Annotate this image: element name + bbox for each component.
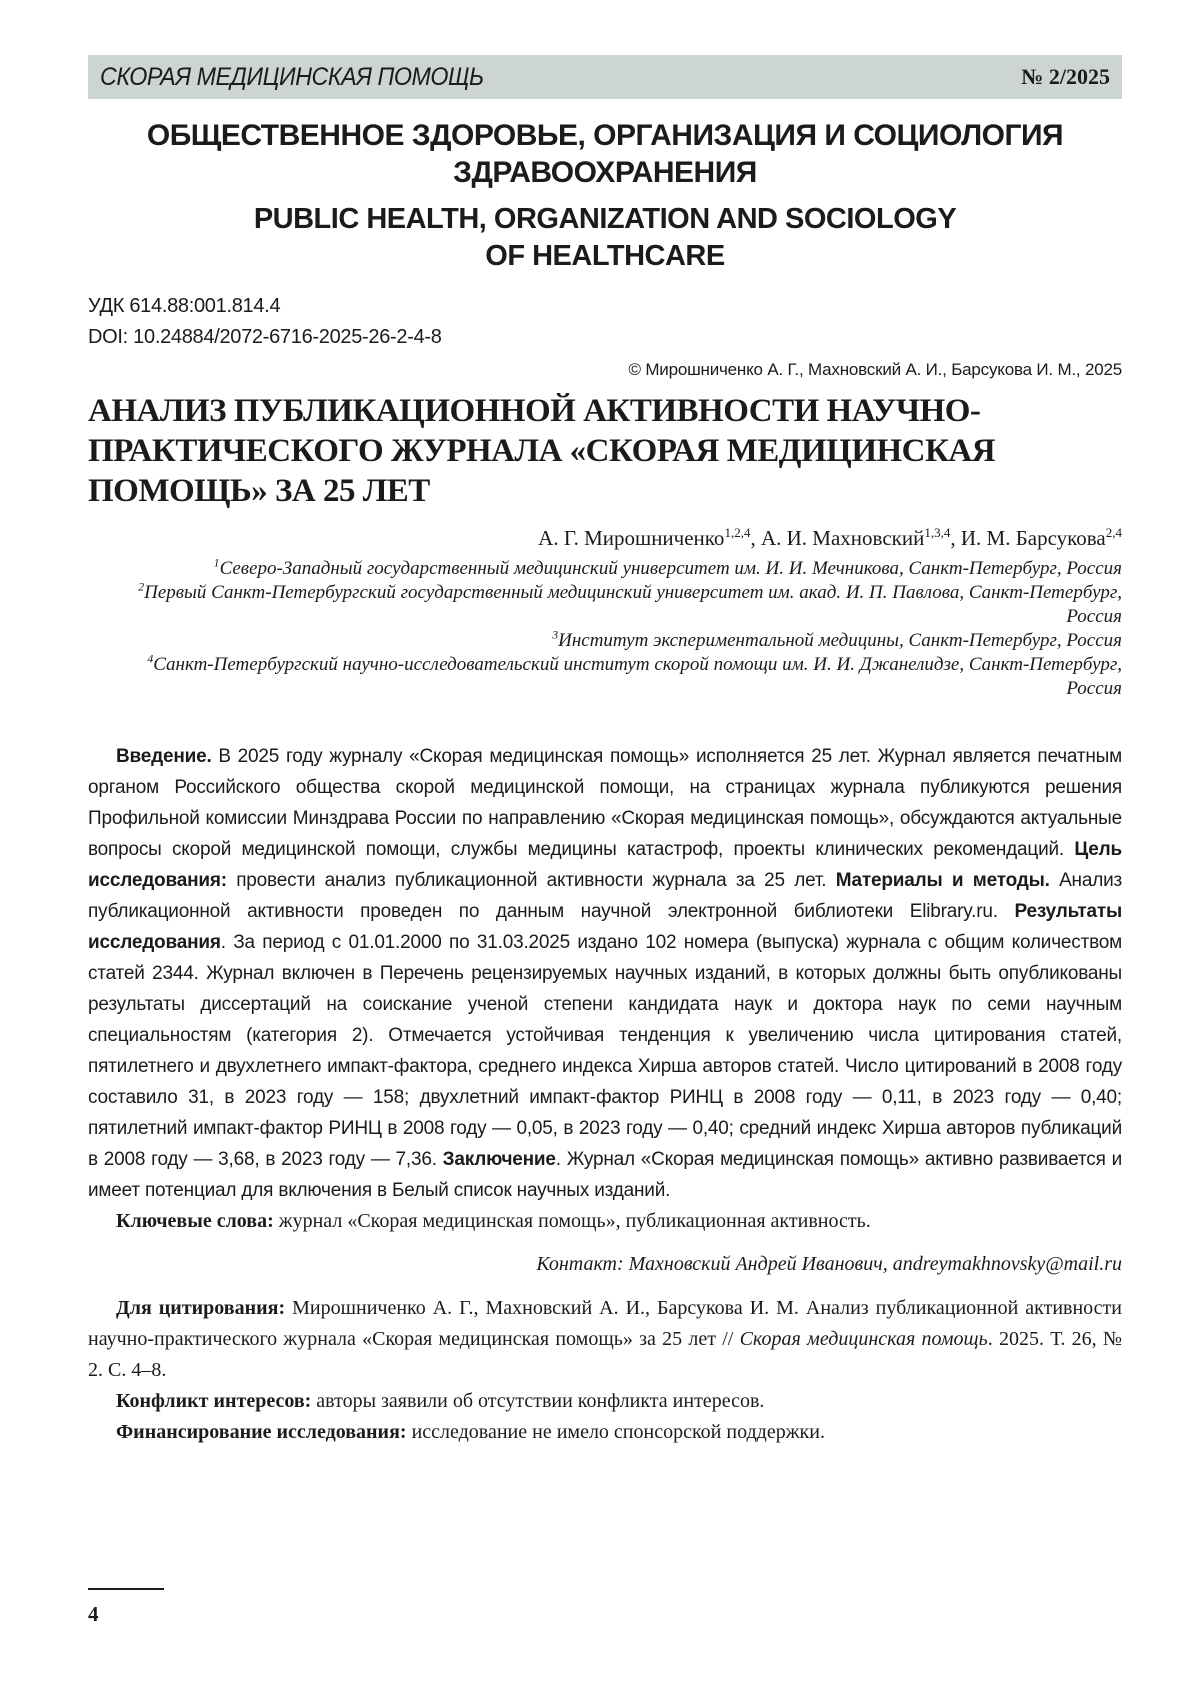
page-footer <box>88 1588 164 1627</box>
abstract-paragraph: Введение. В 2025 году журналу «Скорая медицинская помощь» исполняется 25 лет. Журнал является печатным органом Российского общества скорой медицинской помощи, на страницах журнала публикуются решения Профильной комиссии Минздрава России по направлению «Скорая медицинская помощь», обсуждаются актуальные вопросы скорой медицинской помощи, службы медицины катастроф, проекты клинических рекомендаций. Цель исследования: провести анализ публикационной активности журнала за 25 лет. Материалы и методы. Анализ публикационной активности проведен по данным научной электронной библиотеки Elibrary.ru. Результаты исследования. За период с 01.01.2000 по 31.03.2025 издано 102 номера (выпуска) журнала с общим количеством статей 2344. Журнал включен в Перечень рецензируемых научных изданий, в которых должны быть опубликованы результаты диссертаций на соискание ученой степени кандидата наук и доктора наук по семи научным специальностям (категория 2). Отмечается устойчивая тенденция к увеличению числа цитирования статей, пятилетнего и двухлетнего импакт-фактора, среднего индекса Хирша авторов статей. Число цитирований в 2008 году составило 31, в 2023 году — 158; двухлетний импакт-фактор РИНЦ в 2008 году — 0,11, в 2023 году — 0,40; пятилетний импакт-фактор РИНЦ в 2008 году — 0,05, в 2023 году — 0,40; средний индекс Хирша авторов публикаций в 2008 году — 3,68, в 2023 году — 7,36. Заключение. Журнал «Скорая медицинская помощь» активно развивается и имеет потенциал для включения в Белый список научных изданий. <box>88 746 1123 1201</box>
affiliations-block <box>88 557 1122 701</box>
citation-paragraph: Для цитирования: Мирошниченко А. Г., Махновский А. И., Барсукова И. М. Анализ публикационной активности научно-практического журнала «Скорая медицинская помощь» за 25 лет // Скорая медицинская помощь. 2025. Т. 26, № 2. С. 4–8. <box>88 1297 1123 1381</box>
footer-rule <box>88 1588 164 1590</box>
article-title: АНАЛИЗ ПУБЛИКАЦИОННОЙ АКТИВНОСТИ НАУЧНО-ПРАКТИЧЕСКОГО ЖУРНАЛА «СКОРАЯ МЕДИЦИНСКАЯ ПОМОЩЬ» ЗА 25 ЛЕТ <box>88 393 996 509</box>
affiliation-item: $^2$Первый Санкт-Петербургский государственный медицинский университет им. акад. И. П. Павлова, Санкт-Петербург, Россия <box>138 580 1122 627</box>
funding-line: Финансирование исследования: исследование не имело спонсорской поддержки. <box>116 1421 825 1443</box>
udk-line: УДК 614.88:001.814.4 <box>88 295 281 317</box>
section-title-ru-line1: ОБЩЕСТВЕННОЕ ЗДОРОВЬЕ, ОРГАНИЗАЦИЯ И СОЦИОЛОГИЯ <box>146 119 1064 152</box>
doi-line: DOI: 10.24884/2072-6716-2025-26-2-4-8 <box>88 326 442 348</box>
article-meta <box>88 291 1122 353</box>
journal-header-bar <box>88 55 1122 99</box>
affiliation-item: $^1$Северо-Западный государственный медицинский университет им. И. И. Мечникова, Санкт-Петербург, Россия <box>213 556 1122 579</box>
contact-line: Контакт: Махновский Андрей Иванович, andreymakhnovsky@mail.ru <box>536 1253 1122 1275</box>
section-title-ru-line2: ЗДРАВООХРАНЕНИЯ <box>453 156 757 189</box>
section-title-en-line2: OF HEALTHCARE <box>485 240 725 272</box>
section-title-ru <box>88 117 1122 191</box>
section-title-en-line1: PUBLIC HEALTH, ORGANIZATION AND SOCIOLOGY <box>253 203 957 235</box>
conflict-of-interest-line: Конфликт интересов: авторы заявили об отсутствии конфликта интересов. <box>116 1390 765 1412</box>
issue-number: № 2/2025 <box>1021 64 1110 89</box>
section-title-en <box>88 201 1122 275</box>
page-content <box>88 0 1122 1448</box>
journal-name: СКОРАЯ МЕДИЦИНСКАЯ ПОМОЩЬ <box>100 62 484 91</box>
keywords-line: Ключевые слова: журнал «Скорая медицинская помощь», публикационная активность. <box>116 1210 871 1232</box>
copyright-line: © Мирошниченко А. Г., Махновский А. И., Барсукова И. М., 2025 <box>628 360 1122 379</box>
authors-line: А. Г. Мирошниченко$^{1,2,4}$, А. И. Махновский$^{1,3,4}$, И. М. Барсукова$^{2,4}$ <box>538 525 1122 550</box>
page-number: 4 <box>88 1602 99 1626</box>
affiliation-item: $^3$Институт экспериментальной медицины, Санкт-Петербург, Россия <box>552 628 1122 651</box>
affiliation-item: $^4$Санкт-Петербургский научно-исследовательский институт скорой помощи им. И. И. Джанелидзе, Санкт-Петербург, Россия <box>147 652 1122 699</box>
